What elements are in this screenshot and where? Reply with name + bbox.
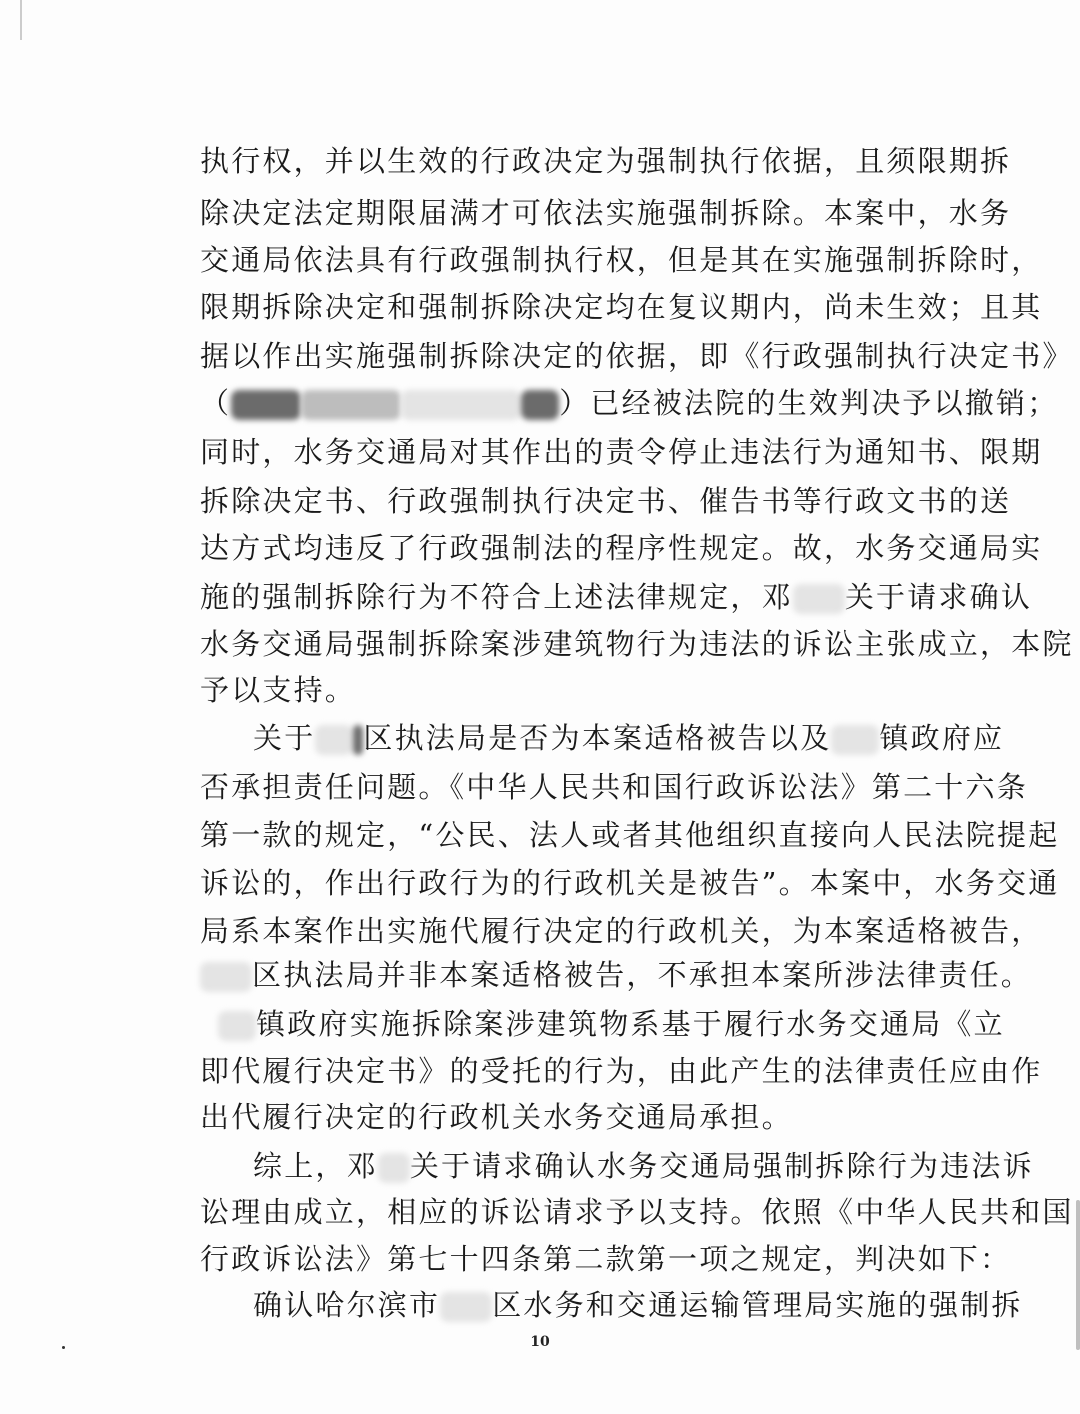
text-line-19	[218, 1004, 1005, 1044]
text-line-13-middle: 区执法局是否为本案适格被告以及	[363, 721, 832, 755]
text-line-10-after: 关于请求确认	[844, 580, 1033, 614]
text-line-13	[253, 718, 1004, 758]
redacted-district	[200, 962, 252, 992]
text-line-1: 执行权，并以生效的行政决定为强制执行依据，且须限期拆	[200, 144, 1012, 178]
text-line-13-after: 镇政府应	[879, 721, 1005, 755]
scan-speck	[62, 1346, 65, 1349]
text-line-16: 诉讼的，作出行政行为的行政机关是被告”。本案中，水务交通	[200, 866, 1060, 900]
redacted-block	[521, 390, 559, 420]
text-line-17: 局系本案作出实施代履行决定的行政机关，为本案适格被告，	[200, 914, 1043, 948]
text-line-25-before: 确认哈尔滨市	[253, 1288, 441, 1322]
redacted-district	[353, 725, 363, 755]
text-line-23: 讼理由成立，相应的诉讼请求予以支持。依照《中华人民共和国	[200, 1195, 1074, 1229]
text-line-6-after: ）已经被法院的生效判决予以撤销；	[559, 386, 1059, 420]
open-paren: （	[200, 386, 232, 420]
text-line-20: 即代履行决定书》的受托的行为，由此产生的法律责任应由作	[200, 1054, 1043, 1088]
text-line-22-before: 综上，邓	[253, 1149, 378, 1183]
text-line-7: 同时，水务交通局对其作出的责令停止违法行为通知书、限期	[200, 435, 1043, 469]
text-line-14: 否承担责任问题。《中华人民共和国行政诉讼法》第二十六条	[200, 770, 1028, 804]
redacted-district	[440, 1292, 492, 1322]
text-line-25	[253, 1285, 1023, 1325]
text-line-2: 除决定法定期限届满才可依法实施强制拆除。本案中，水务	[200, 196, 1012, 230]
text-line-12: 予以支持。	[200, 673, 357, 707]
redacted-name	[793, 584, 845, 614]
redacted-name	[378, 1153, 410, 1183]
redacted-block	[301, 390, 401, 420]
text-line-18-after: 区执法局并非本案适格被告，不承担本案所涉法律责任。	[252, 958, 1033, 992]
text-line-15: 第一款的规定，“公民、法人或者其他组织直接向人民法院提起	[200, 818, 1060, 852]
text-line-10-before: 施的强制拆除行为不符合上述法律规定，邓	[200, 580, 793, 614]
text-line-3: 交通局依法具有行政强制执行权，但是其在实施强制拆除时，	[200, 243, 1043, 277]
text-line-8: 拆除决定书、行政强制执行决定书、催告书等行政文书的送	[200, 484, 1012, 518]
redacted-district	[315, 725, 353, 755]
text-line-18	[200, 955, 1032, 995]
text-line-11: 水务交通局强制拆除案涉建筑物行为违法的诉讼主张成立，本院	[200, 627, 1074, 661]
redacted-town	[831, 725, 879, 755]
page-number: 10	[530, 1334, 550, 1350]
text-line-6	[200, 383, 1058, 423]
redacted-block	[231, 390, 301, 420]
redacted-block	[401, 390, 521, 420]
text-line-9: 达方式均违反了行政强制法的程序性规定。故，水务交通局实	[200, 531, 1043, 565]
text-line-22	[253, 1146, 1034, 1186]
text-line-19-after: 镇政府实施拆除案涉建筑物系基于履行水务交通局《立	[256, 1007, 1005, 1041]
text-line-24: 行政诉讼法》第七十四条第二款第一项之规定，判决如下：	[200, 1242, 1012, 1276]
text-line-21: 出代履行决定的行政机关水务交通局承担。	[200, 1100, 793, 1134]
text-line-25-after: 区水务和交通运输管理局实施的强制拆	[492, 1288, 1023, 1322]
redacted-town	[218, 1011, 256, 1041]
text-line-4: 限期拆除决定和强制拆除决定均在复议期内，尚未生效；且其	[200, 290, 1043, 324]
page-edge	[20, 0, 22, 40]
text-line-13-before: 关于	[253, 721, 316, 755]
text-line-5: 据以作出实施强制拆除决定的依据，即《行政强制执行决定书》	[200, 339, 1074, 373]
text-line-22-after: 关于请求确认水务交通局强制拆除行为违法诉	[409, 1149, 1034, 1183]
scrollbar[interactable]	[1076, 1200, 1080, 1350]
text-line-10	[200, 577, 1032, 617]
